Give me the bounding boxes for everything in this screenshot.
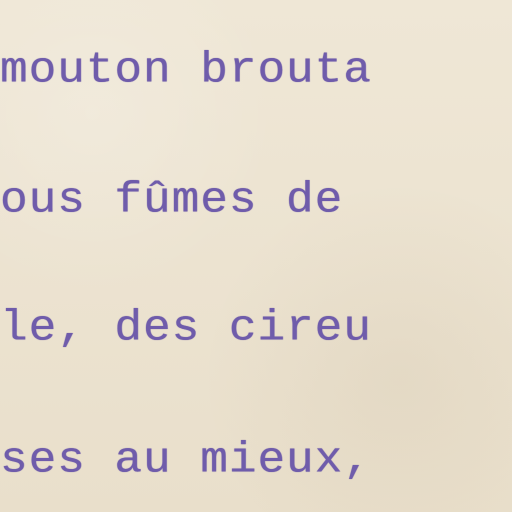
typed-line-2: ous fûmes de [0,175,344,225]
typed-line-3: le, des cireu [0,303,372,353]
typed-line-1: mouton brouta [0,45,372,95]
typed-line-4: ses au mieux, [0,435,372,485]
